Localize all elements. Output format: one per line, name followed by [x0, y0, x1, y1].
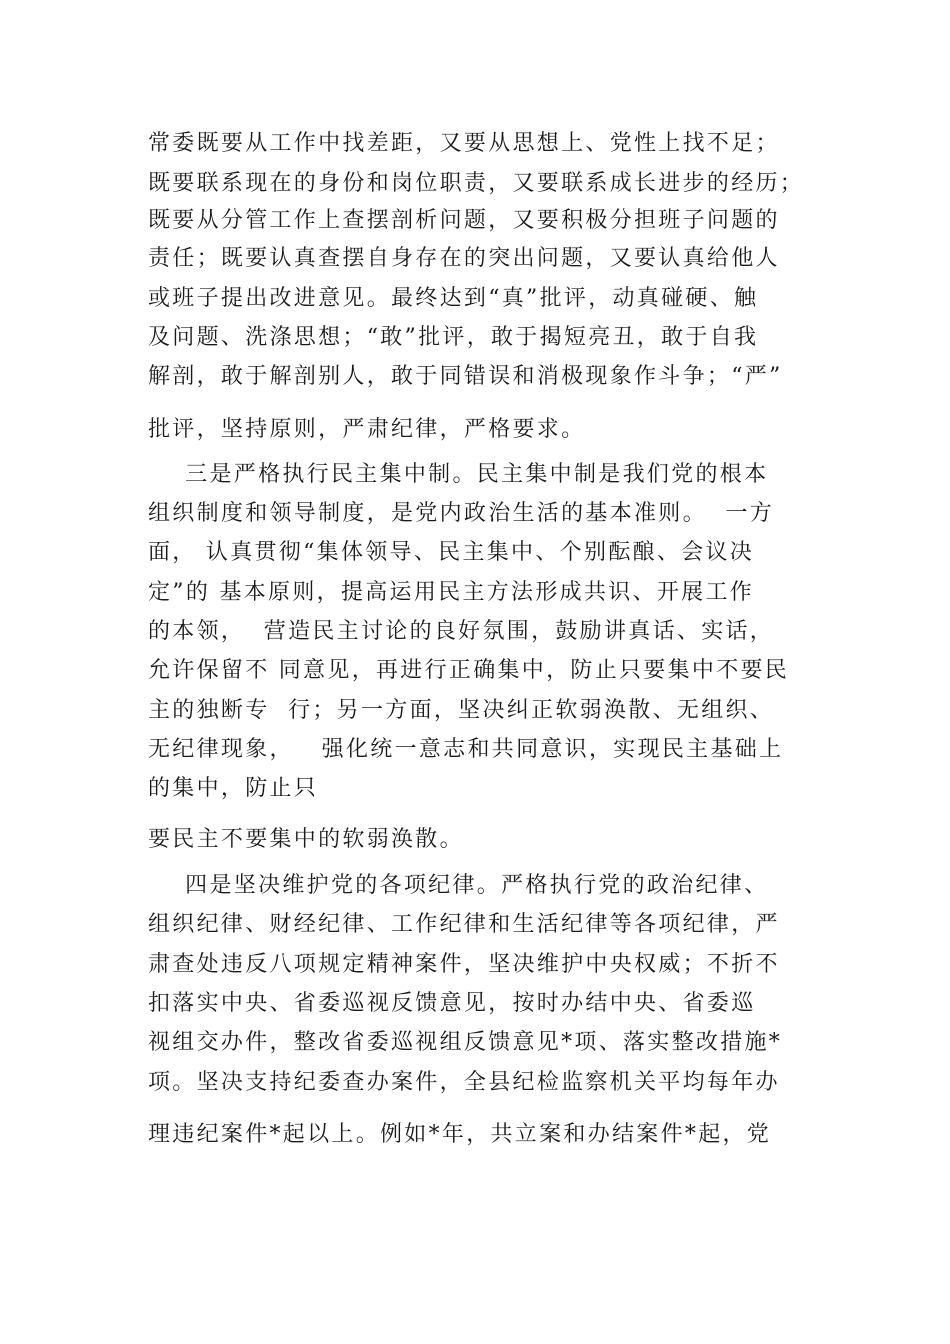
- text-line: 常委既要从工作中找差距，又要从思想上、党性上找不足；: [148, 131, 780, 156]
- text-line: 解剖，敢于解剖别人，敢于同错误和消极现象作斗争；“严”: [148, 364, 783, 389]
- text-line: 组织制度和领导制度，是党内政治生活的基本准则。 一方: [148, 501, 775, 526]
- text-line: 的本领， 营造民主讨论的良好氛围，鼓励讲真话、实话，: [148, 619, 775, 644]
- text-line: 肃查处违反八项规定精神案件，坚决维护中央权威；不折不: [148, 952, 780, 977]
- text-line: 面， 认真贯彻“集体领导、民主集中、个别酝酿、会议决: [148, 540, 755, 565]
- text-line: 扣落实中央、省委巡视反馈意见，按时办结中央、省委巡: [148, 991, 756, 1016]
- text-line: 四是坚决维护党的各项纪律。严格执行党的政治纪律、: [148, 873, 769, 898]
- text-line: 既要从分管工作上查摆剖析问题，又要积极分担班子问题的: [148, 208, 780, 233]
- text-line: 的集中，防止只: [148, 776, 319, 801]
- text-line: 项。坚决支持纪委查办案件，全县纪检监察机关平均每年办: [148, 1070, 780, 1095]
- text-line: 定”的 基本原则，提高运用民主方法形成共识、开展工作: [148, 580, 755, 605]
- text-line: 责任；既要认真查摆自身存在的突出问题，又要认真给他人: [148, 246, 780, 271]
- text-line: 主的独断专 行；另一方面，坚决纠正软弱涣散、无组织、: [148, 698, 775, 723]
- text-line: 理违纪案件*起以上。例如*年，共立案和办结案件*起，党: [148, 1122, 772, 1147]
- text-line: 允许保留不 同意见，再进行正确集中，防止只要集中不要民: [148, 658, 790, 683]
- text-line: 组织纪律、财经纪律、工作纪律和生活纪律等各项纪律，严: [148, 912, 780, 937]
- text-line: 及问题、洗涤思想；“敢”批评，敢于揭短亮丑，敢于自我: [148, 325, 759, 350]
- text-line: 三是严格执行民主集中制。民主集中制是我们党的根本: [148, 462, 769, 487]
- text-line: 既要联系现在的身份和岗位职责，又要联系成长进步的经历；: [148, 171, 805, 196]
- text-line: 要民主不要集中的软弱涣散。: [148, 827, 464, 852]
- text-line: 视组交办件，整改省委巡视组反馈意见*项、落实整改措施*: [148, 1030, 783, 1055]
- text-line: 无纪律现象， 强化统一意志和共同意识，实现民主基础上: [148, 737, 784, 762]
- text-line: 批评，坚持原则，严肃纪律，严格要求。: [148, 417, 586, 442]
- text-line: 或班子提出改进意见。最终达到“真”批评，动真碰硬、触: [148, 286, 759, 311]
